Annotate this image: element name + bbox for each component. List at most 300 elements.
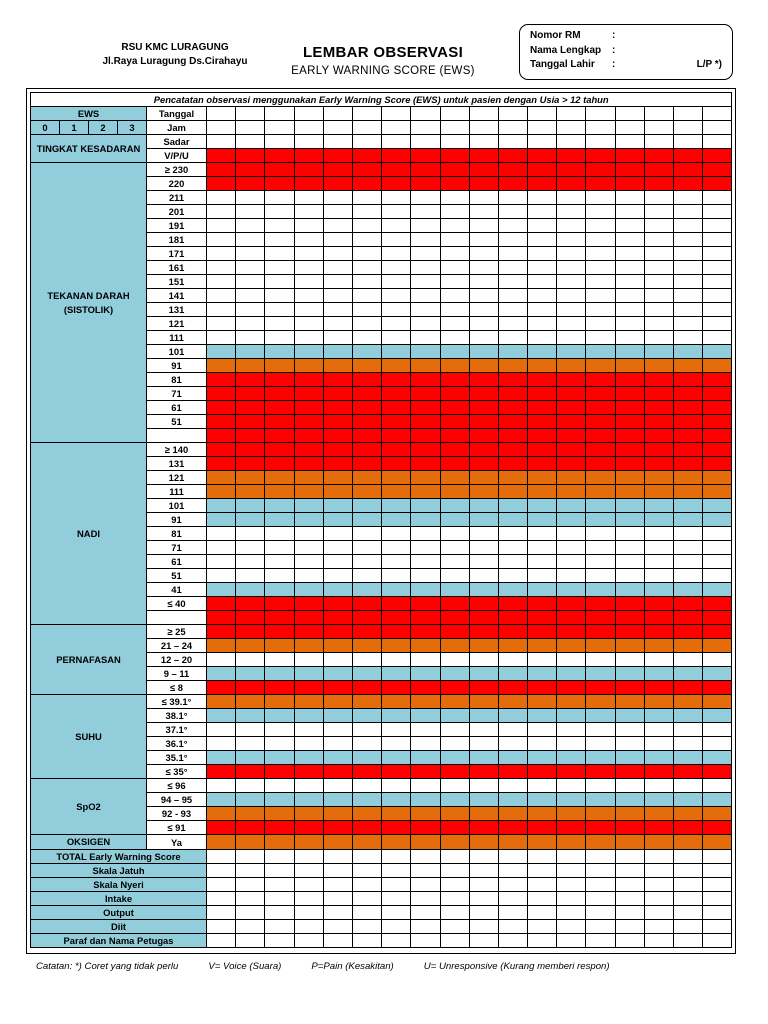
observation-cell[interactable] xyxy=(207,723,236,737)
observation-cell[interactable] xyxy=(411,415,440,429)
observation-cell[interactable] xyxy=(323,499,352,513)
observation-cell[interactable] xyxy=(528,934,557,948)
observation-cell[interactable] xyxy=(528,723,557,737)
observation-cell[interactable] xyxy=(352,289,381,303)
observation-cell[interactable] xyxy=(528,597,557,611)
observation-cell[interactable] xyxy=(528,303,557,317)
observation-cell[interactable] xyxy=(586,681,615,695)
observation-cell[interactable] xyxy=(674,541,703,555)
observation-cell[interactable] xyxy=(674,443,703,457)
observation-cell[interactable] xyxy=(382,415,411,429)
observation-cell[interactable] xyxy=(469,373,498,387)
observation-cell[interactable] xyxy=(644,751,673,765)
observation-cell[interactable] xyxy=(528,639,557,653)
observation-cell[interactable] xyxy=(674,275,703,289)
observation-cell[interactable] xyxy=(469,864,498,878)
observation-cell[interactable] xyxy=(703,163,732,177)
observation-cell[interactable] xyxy=(498,149,527,163)
observation-cell[interactable] xyxy=(674,401,703,415)
observation-cell[interactable] xyxy=(265,317,294,331)
observation-cell[interactable] xyxy=(323,920,352,934)
observation-cell[interactable] xyxy=(703,457,732,471)
observation-cell[interactable] xyxy=(382,317,411,331)
observation-cell[interactable] xyxy=(265,107,294,121)
observation-cell[interactable] xyxy=(265,513,294,527)
observation-cell[interactable] xyxy=(352,373,381,387)
observation-cell[interactable] xyxy=(469,275,498,289)
observation-cell[interactable] xyxy=(352,807,381,821)
observation-cell[interactable] xyxy=(498,471,527,485)
observation-cell[interactable] xyxy=(323,205,352,219)
observation-cell[interactable] xyxy=(498,807,527,821)
observation-cell[interactable] xyxy=(557,765,586,779)
observation-cell[interactable] xyxy=(674,850,703,864)
observation-cell[interactable] xyxy=(352,541,381,555)
observation-cell[interactable] xyxy=(265,121,294,135)
observation-cell[interactable] xyxy=(352,681,381,695)
observation-cell[interactable] xyxy=(352,401,381,415)
observation-cell[interactable] xyxy=(236,177,265,191)
observation-cell[interactable] xyxy=(411,611,440,625)
observation-cell[interactable] xyxy=(382,457,411,471)
observation-cell[interactable] xyxy=(440,835,469,850)
observation-cell[interactable] xyxy=(382,821,411,835)
observation-cell[interactable] xyxy=(674,303,703,317)
observation-cell[interactable] xyxy=(703,906,732,920)
observation-cell[interactable] xyxy=(703,471,732,485)
observation-cell[interactable] xyxy=(469,457,498,471)
observation-cell[interactable] xyxy=(557,345,586,359)
observation-cell[interactable] xyxy=(557,709,586,723)
observation-cell[interactable] xyxy=(528,331,557,345)
observation-cell[interactable] xyxy=(294,737,323,751)
observation-cell[interactable] xyxy=(323,219,352,233)
observation-cell[interactable] xyxy=(265,261,294,275)
observation-cell[interactable] xyxy=(440,555,469,569)
observation-cell[interactable] xyxy=(469,527,498,541)
observation-cell[interactable] xyxy=(644,779,673,793)
observation-cell[interactable] xyxy=(557,527,586,541)
observation-cell[interactable] xyxy=(352,317,381,331)
observation-cell[interactable] xyxy=(236,751,265,765)
observation-cell[interactable] xyxy=(586,219,615,233)
observation-cell[interactable] xyxy=(236,387,265,401)
observation-cell[interactable] xyxy=(615,275,644,289)
observation-cell[interactable] xyxy=(644,681,673,695)
observation-cell[interactable] xyxy=(236,247,265,261)
observation-cell[interactable] xyxy=(498,611,527,625)
observation-cell[interactable] xyxy=(528,779,557,793)
observation-cell[interactable] xyxy=(528,667,557,681)
observation-cell[interactable] xyxy=(265,821,294,835)
observation-cell[interactable] xyxy=(207,611,236,625)
observation-cell[interactable] xyxy=(528,345,557,359)
observation-cell[interactable] xyxy=(265,892,294,906)
observation-cell[interactable] xyxy=(352,219,381,233)
observation-cell[interactable] xyxy=(528,695,557,709)
observation-cell[interactable] xyxy=(207,359,236,373)
observation-cell[interactable] xyxy=(557,835,586,850)
observation-cell[interactable] xyxy=(352,779,381,793)
observation-cell[interactable] xyxy=(469,485,498,499)
observation-cell[interactable] xyxy=(586,653,615,667)
observation-cell[interactable] xyxy=(703,555,732,569)
observation-cell[interactable] xyxy=(323,359,352,373)
observation-cell[interactable] xyxy=(586,443,615,457)
observation-cell[interactable] xyxy=(674,233,703,247)
observation-cell[interactable] xyxy=(265,653,294,667)
observation-cell[interactable] xyxy=(615,191,644,205)
observation-cell[interactable] xyxy=(323,723,352,737)
observation-cell[interactable] xyxy=(498,779,527,793)
observation-cell[interactable] xyxy=(674,934,703,948)
observation-cell[interactable] xyxy=(207,499,236,513)
observation-cell[interactable] xyxy=(207,289,236,303)
observation-cell[interactable] xyxy=(703,639,732,653)
observation-cell[interactable] xyxy=(207,878,236,892)
observation-cell[interactable] xyxy=(440,387,469,401)
observation-cell[interactable] xyxy=(382,429,411,443)
observation-cell[interactable] xyxy=(498,163,527,177)
observation-cell[interactable] xyxy=(207,625,236,639)
observation-cell[interactable] xyxy=(498,233,527,247)
observation-cell[interactable] xyxy=(411,583,440,597)
observation-cell[interactable] xyxy=(644,878,673,892)
observation-cell[interactable] xyxy=(323,681,352,695)
observation-cell[interactable] xyxy=(294,625,323,639)
observation-cell[interactable] xyxy=(644,667,673,681)
observation-cell[interactable] xyxy=(615,205,644,219)
observation-cell[interactable] xyxy=(615,177,644,191)
observation-cell[interactable] xyxy=(615,485,644,499)
observation-cell[interactable] xyxy=(265,499,294,513)
observation-cell[interactable] xyxy=(411,429,440,443)
observation-cell[interactable] xyxy=(323,415,352,429)
observation-cell[interactable] xyxy=(236,359,265,373)
observation-cell[interactable] xyxy=(615,429,644,443)
observation-cell[interactable] xyxy=(294,275,323,289)
observation-cell[interactable] xyxy=(644,317,673,331)
observation-cell[interactable] xyxy=(586,331,615,345)
observation-cell[interactable] xyxy=(352,793,381,807)
observation-cell[interactable] xyxy=(586,289,615,303)
observation-cell[interactable] xyxy=(557,457,586,471)
observation-cell[interactable] xyxy=(528,527,557,541)
observation-cell[interactable] xyxy=(528,906,557,920)
observation-cell[interactable] xyxy=(644,471,673,485)
observation-cell[interactable] xyxy=(207,597,236,611)
observation-cell[interactable] xyxy=(644,934,673,948)
observation-cell[interactable] xyxy=(352,457,381,471)
observation-cell[interactable] xyxy=(703,737,732,751)
observation-cell[interactable] xyxy=(440,667,469,681)
observation-cell[interactable] xyxy=(469,429,498,443)
observation-cell[interactable] xyxy=(703,751,732,765)
observation-cell[interactable] xyxy=(207,920,236,934)
observation-cell[interactable] xyxy=(207,681,236,695)
observation-cell[interactable] xyxy=(411,359,440,373)
observation-cell[interactable] xyxy=(265,667,294,681)
observation-cell[interactable] xyxy=(528,177,557,191)
observation-cell[interactable] xyxy=(207,653,236,667)
observation-cell[interactable] xyxy=(644,247,673,261)
observation-cell[interactable] xyxy=(323,135,352,149)
observation-cell[interactable] xyxy=(528,513,557,527)
observation-cell[interactable] xyxy=(498,289,527,303)
observation-cell[interactable] xyxy=(586,555,615,569)
observation-cell[interactable] xyxy=(294,107,323,121)
observation-cell[interactable] xyxy=(236,906,265,920)
observation-cell[interactable] xyxy=(323,850,352,864)
observation-cell[interactable] xyxy=(674,723,703,737)
observation-cell[interactable] xyxy=(294,569,323,583)
observation-cell[interactable] xyxy=(382,135,411,149)
observation-cell[interactable] xyxy=(586,920,615,934)
observation-cell[interactable] xyxy=(586,303,615,317)
observation-cell[interactable] xyxy=(411,821,440,835)
observation-cell[interactable] xyxy=(586,878,615,892)
observation-cell[interactable] xyxy=(265,205,294,219)
observation-cell[interactable] xyxy=(674,906,703,920)
observation-cell[interactable] xyxy=(323,541,352,555)
observation-cell[interactable] xyxy=(265,485,294,499)
observation-cell[interactable] xyxy=(323,653,352,667)
observation-cell[interactable] xyxy=(294,163,323,177)
observation-cell[interactable] xyxy=(207,850,236,864)
observation-cell[interactable] xyxy=(703,793,732,807)
observation-cell[interactable] xyxy=(294,920,323,934)
observation-cell[interactable] xyxy=(498,835,527,850)
observation-cell[interactable] xyxy=(440,625,469,639)
observation-cell[interactable] xyxy=(703,205,732,219)
observation-cell[interactable] xyxy=(382,793,411,807)
observation-cell[interactable] xyxy=(440,401,469,415)
observation-cell[interactable] xyxy=(615,751,644,765)
observation-cell[interactable] xyxy=(352,359,381,373)
observation-cell[interactable] xyxy=(382,261,411,275)
observation-cell[interactable] xyxy=(411,401,440,415)
observation-cell[interactable] xyxy=(440,499,469,513)
observation-cell[interactable] xyxy=(411,835,440,850)
observation-cell[interactable] xyxy=(615,681,644,695)
observation-cell[interactable] xyxy=(440,359,469,373)
observation-cell[interactable] xyxy=(644,429,673,443)
observation-cell[interactable] xyxy=(557,359,586,373)
observation-cell[interactable] xyxy=(323,765,352,779)
observation-cell[interactable] xyxy=(411,597,440,611)
observation-cell[interactable] xyxy=(207,934,236,948)
observation-cell[interactable] xyxy=(323,555,352,569)
observation-cell[interactable] xyxy=(528,373,557,387)
observation-cell[interactable] xyxy=(528,261,557,275)
observation-cell[interactable] xyxy=(411,807,440,821)
observation-cell[interactable] xyxy=(207,485,236,499)
observation-cell[interactable] xyxy=(615,892,644,906)
observation-cell[interactable] xyxy=(498,401,527,415)
observation-cell[interactable] xyxy=(469,499,498,513)
observation-cell[interactable] xyxy=(644,191,673,205)
observation-cell[interactable] xyxy=(498,527,527,541)
observation-cell[interactable] xyxy=(557,471,586,485)
observation-cell[interactable] xyxy=(265,807,294,821)
observation-cell[interactable] xyxy=(323,807,352,821)
observation-cell[interactable] xyxy=(703,667,732,681)
observation-cell[interactable] xyxy=(411,892,440,906)
observation-cell[interactable] xyxy=(207,892,236,906)
observation-cell[interactable] xyxy=(469,723,498,737)
observation-cell[interactable] xyxy=(615,499,644,513)
observation-cell[interactable] xyxy=(528,864,557,878)
observation-cell[interactable] xyxy=(586,317,615,331)
observation-cell[interactable] xyxy=(644,807,673,821)
observation-cell[interactable] xyxy=(411,163,440,177)
observation-cell[interactable] xyxy=(615,653,644,667)
observation-cell[interactable] xyxy=(207,149,236,163)
observation-cell[interactable] xyxy=(674,107,703,121)
observation-cell[interactable] xyxy=(207,219,236,233)
observation-cell[interactable] xyxy=(498,457,527,471)
observation-cell[interactable] xyxy=(469,709,498,723)
observation-cell[interactable] xyxy=(323,709,352,723)
observation-cell[interactable] xyxy=(323,261,352,275)
observation-cell[interactable] xyxy=(557,107,586,121)
observation-cell[interactable] xyxy=(440,443,469,457)
observation-cell[interactable] xyxy=(294,821,323,835)
observation-cell[interactable] xyxy=(674,555,703,569)
observation-cell[interactable] xyxy=(411,373,440,387)
observation-cell[interactable] xyxy=(644,177,673,191)
observation-cell[interactable] xyxy=(236,821,265,835)
observation-cell[interactable] xyxy=(236,261,265,275)
observation-cell[interactable] xyxy=(674,345,703,359)
observation-cell[interactable] xyxy=(440,149,469,163)
observation-cell[interactable] xyxy=(469,878,498,892)
observation-cell[interactable] xyxy=(323,597,352,611)
observation-cell[interactable] xyxy=(236,681,265,695)
observation-cell[interactable] xyxy=(323,737,352,751)
observation-cell[interactable] xyxy=(207,275,236,289)
observation-cell[interactable] xyxy=(615,821,644,835)
observation-cell[interactable] xyxy=(382,597,411,611)
observation-cell[interactable] xyxy=(440,415,469,429)
observation-cell[interactable] xyxy=(557,751,586,765)
observation-cell[interactable] xyxy=(528,765,557,779)
observation-cell[interactable] xyxy=(382,611,411,625)
observation-cell[interactable] xyxy=(703,653,732,667)
observation-cell[interactable] xyxy=(294,387,323,401)
observation-cell[interactable] xyxy=(440,765,469,779)
observation-cell[interactable] xyxy=(644,219,673,233)
observation-cell[interactable] xyxy=(528,541,557,555)
observation-cell[interactable] xyxy=(352,121,381,135)
observation-cell[interactable] xyxy=(411,793,440,807)
observation-cell[interactable] xyxy=(382,331,411,345)
observation-cell[interactable] xyxy=(615,135,644,149)
observation-cell[interactable] xyxy=(644,892,673,906)
observation-cell[interactable] xyxy=(674,751,703,765)
observation-cell[interactable] xyxy=(236,639,265,653)
observation-cell[interactable] xyxy=(644,513,673,527)
observation-cell[interactable] xyxy=(411,121,440,135)
observation-cell[interactable] xyxy=(323,625,352,639)
observation-cell[interactable] xyxy=(294,555,323,569)
observation-cell[interactable] xyxy=(294,331,323,345)
observation-cell[interactable] xyxy=(207,821,236,835)
observation-cell[interactable] xyxy=(294,289,323,303)
observation-cell[interactable] xyxy=(586,163,615,177)
observation-cell[interactable] xyxy=(498,485,527,499)
observation-cell[interactable] xyxy=(440,906,469,920)
observation-cell[interactable] xyxy=(411,345,440,359)
observation-cell[interactable] xyxy=(586,359,615,373)
observation-cell[interactable] xyxy=(382,765,411,779)
observation-cell[interactable] xyxy=(557,569,586,583)
observation-cell[interactable] xyxy=(236,149,265,163)
observation-cell[interactable] xyxy=(294,681,323,695)
observation-cell[interactable] xyxy=(236,275,265,289)
observation-cell[interactable] xyxy=(557,653,586,667)
observation-cell[interactable] xyxy=(557,485,586,499)
observation-cell[interactable] xyxy=(528,191,557,205)
observation-cell[interactable] xyxy=(236,373,265,387)
observation-cell[interactable] xyxy=(674,681,703,695)
observation-cell[interactable] xyxy=(615,906,644,920)
observation-cell[interactable] xyxy=(674,611,703,625)
observation-cell[interactable] xyxy=(352,303,381,317)
observation-cell[interactable] xyxy=(294,765,323,779)
observation-cell[interactable] xyxy=(615,864,644,878)
observation-cell[interactable] xyxy=(615,850,644,864)
observation-cell[interactable] xyxy=(265,415,294,429)
observation-cell[interactable] xyxy=(265,920,294,934)
observation-cell[interactable] xyxy=(615,219,644,233)
observation-cell[interactable] xyxy=(557,135,586,149)
observation-cell[interactable] xyxy=(382,373,411,387)
observation-cell[interactable] xyxy=(382,779,411,793)
observation-cell[interactable] xyxy=(703,864,732,878)
observation-cell[interactable] xyxy=(352,723,381,737)
observation-cell[interactable] xyxy=(440,429,469,443)
observation-cell[interactable] xyxy=(207,527,236,541)
observation-cell[interactable] xyxy=(469,107,498,121)
observation-cell[interactable] xyxy=(586,709,615,723)
observation-cell[interactable] xyxy=(294,471,323,485)
observation-cell[interactable] xyxy=(411,765,440,779)
observation-cell[interactable] xyxy=(382,205,411,219)
observation-cell[interactable] xyxy=(498,625,527,639)
observation-cell[interactable] xyxy=(557,667,586,681)
observation-cell[interactable] xyxy=(323,401,352,415)
observation-cell[interactable] xyxy=(440,878,469,892)
observation-cell[interactable] xyxy=(557,261,586,275)
observation-cell[interactable] xyxy=(498,695,527,709)
observation-cell[interactable] xyxy=(498,821,527,835)
observation-cell[interactable] xyxy=(411,289,440,303)
observation-cell[interactable] xyxy=(382,807,411,821)
observation-cell[interactable] xyxy=(528,499,557,513)
observation-cell[interactable] xyxy=(323,639,352,653)
observation-cell[interactable] xyxy=(644,850,673,864)
observation-cell[interactable] xyxy=(703,934,732,948)
observation-cell[interactable] xyxy=(498,247,527,261)
observation-cell[interactable] xyxy=(528,751,557,765)
observation-cell[interactable] xyxy=(557,219,586,233)
observation-cell[interactable] xyxy=(352,415,381,429)
observation-cell[interactable] xyxy=(323,793,352,807)
observation-cell[interactable] xyxy=(615,709,644,723)
observation-cell[interactable] xyxy=(703,107,732,121)
observation-cell[interactable] xyxy=(557,289,586,303)
